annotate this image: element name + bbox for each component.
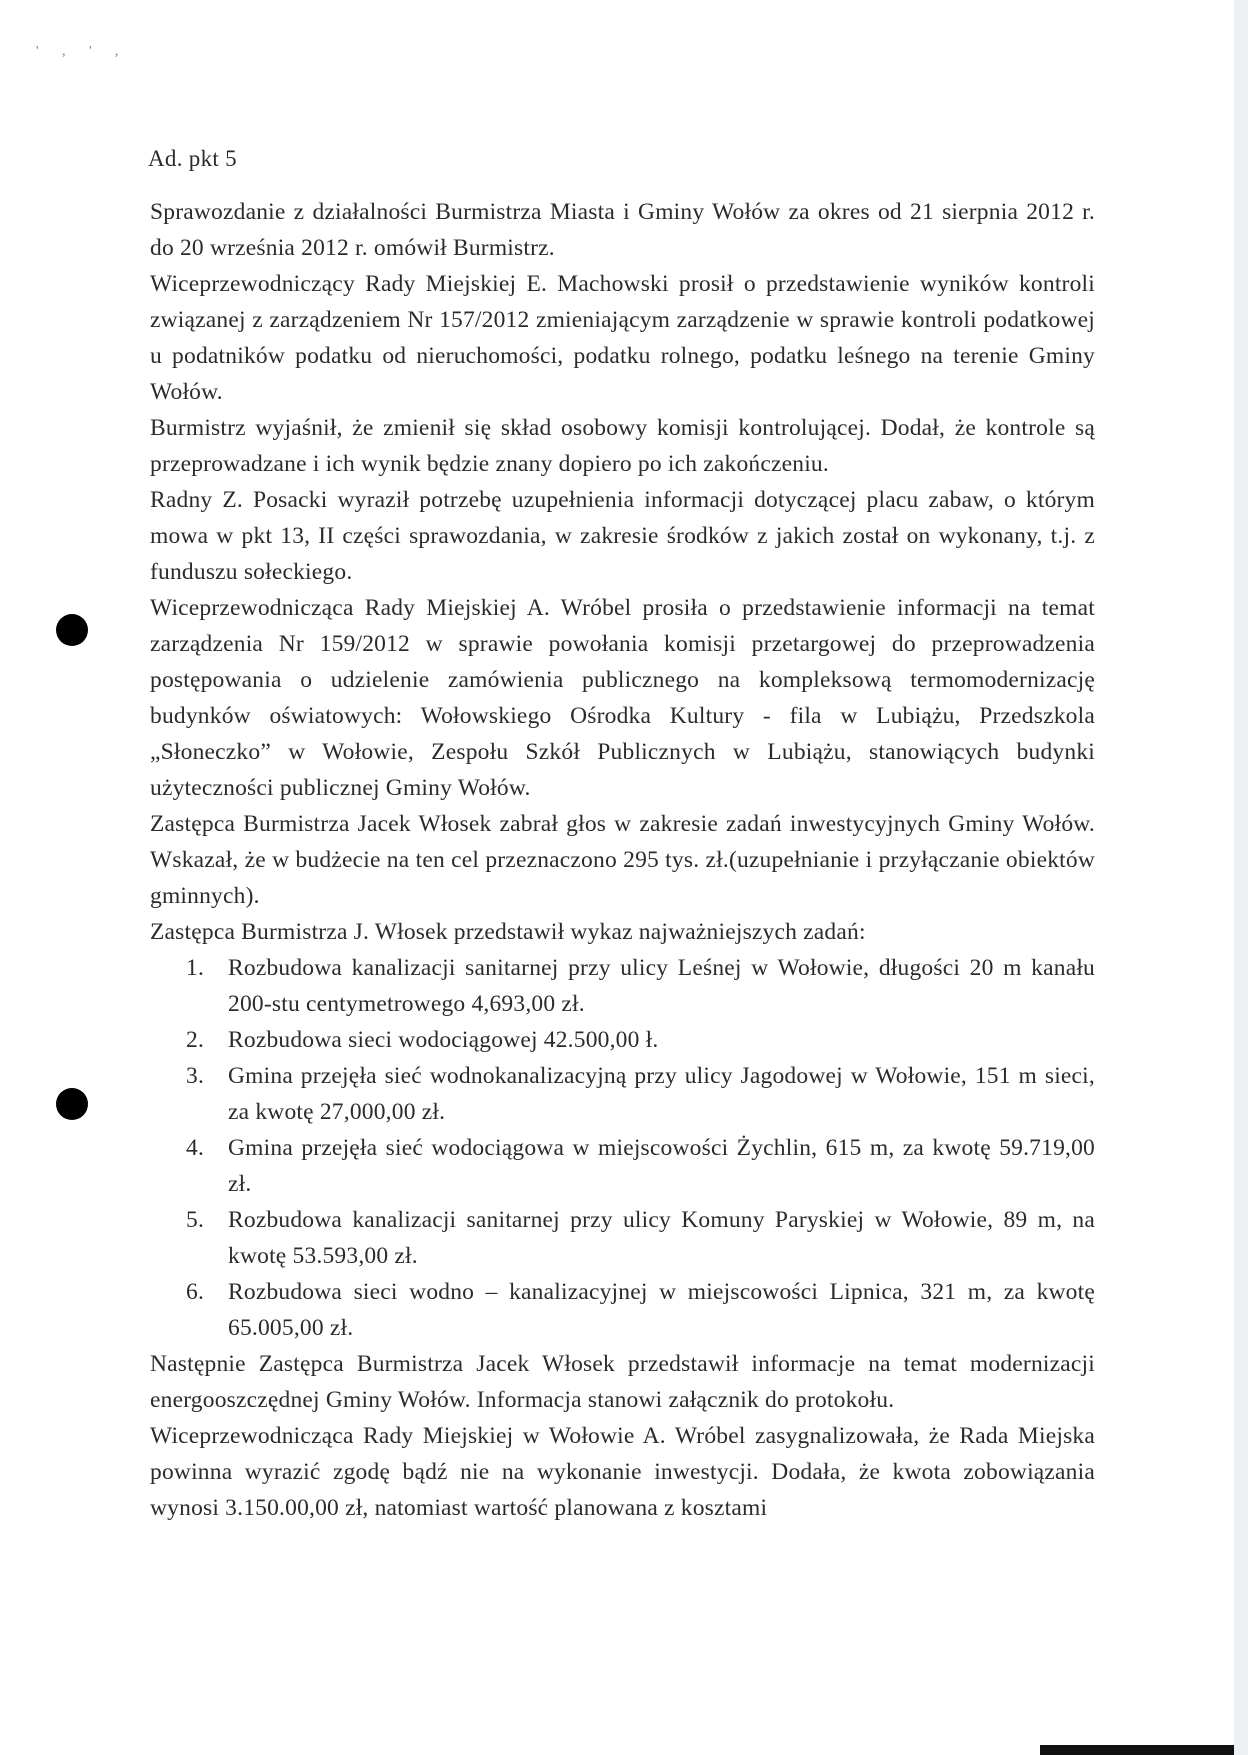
list-item-number: 6. [186,1279,205,1305]
corner-marks: ' , ' , [36,44,129,59]
paragraph: Następnie Zastępca Burmistrza Jacek Włosek przedstawił informacje na temat modernizacji energooszczędnej Gminy Wołów. Informacja stanowi załącznik do protokołu. [150,1351,1095,1413]
list-item-text: Rozbudowa sieci wodociągowej 42.500,00 ł. [228,1027,659,1053]
paragraph: Wiceprzewodnicząca Rady Miejskiej A. Wróbel prosiła o przedstawienie informacji na temat zarządzenia Nr 159/2012 w sprawie powołania komisji przetargowej do przeprowadzenia postępowania o udzielenie zamówienia publicznego na kompleksową termomodernizację budynków oświatowych: Wołowskiego Ośrodka Kultury - fila w Lubiążu, Przedszkola „Słoneczko” w Wołowie, Zespołu Szkół Publicznych w Lubiążu, stanowiących budynki użyteczności publicznej Gminy Wołów. [150,595,1095,801]
list-item-number: 4. [186,1135,205,1161]
list-item-text: Rozbudowa kanalizacji sanitarnej przy ulicy Leśnej w Wołowie, długości 20 m kanału 200-stu centymetrowego 4,693,00 zł. [228,955,1095,1017]
document-body [150,194,1095,1526]
paragraph: Wiceprzewodniczący Rady Miejskiej E. Machowski prosił o przedstawienie wyników kontroli związanej z zarządzeniem Nr 157/2012 zmieniającym zarządzenie w sprawie kontroli podatkowej u podatników podatku od nieruchomości, podatku rolnego, podatku leśnego na terenie Gminy Wołów. [150,271,1095,405]
list-item-number: 3. [186,1063,205,1089]
punch-hole-bottom [56,1088,88,1120]
list-item [186,1022,1095,1058]
investment-list [150,950,1095,1346]
list-item [186,1058,1095,1130]
list-item-text: Rozbudowa sieci wodno – kanalizacyjnej w miejscowości Lipnica, 321 m, za kwotę 65.005,00 zł. [228,1279,1095,1341]
paragraph: Zastępca Burmistrza J. Włosek przedstawił wykaz najważniejszych zadań: [150,919,866,945]
list-item [186,1130,1095,1202]
paragraph: Zastępca Burmistrza Jacek Włosek zabrał głos w zakresie zadań inwestycyjnych Gminy Wołów. Wskazał, że w budżecie na ten cel przeznaczono 295 tys. zł.(uzupełnianie i przyłączanie obiektów gminnych). [150,811,1095,909]
list-item-number: 2. [186,1027,205,1053]
list-item-text: Rozbudowa kanalizacji sanitarnej przy ulicy Komuny Paryskiej w Wołowie, 89 m, na kwotę 53.593,00 zł. [228,1207,1095,1269]
list-item-text: Gmina przejęła sieć wodociągowa w miejscowości Żychlin, 615 m, za kwotę 59.719,00 zł. [228,1135,1095,1197]
paragraph: Wiceprzewodnicząca Rady Miejskiej w Wołowie A. Wróbel zasygnalizowała, że Rada Miejska powinna wyrazić zgodę bądź nie na wykonanie inwestycji. Dodała, że kwota zobowiązania wynosi 3.150.00,00 zł, natomiast wartość planowana z kosztami [150,1423,1095,1521]
list-item [186,950,1095,1022]
paragraph: Sprawozdanie z działalności Burmistrza Miasta i Gminy Wołów za okres od 21 sierpnia 2012 r. do 20 września 2012 r. omówił Burmistrz. [150,199,1095,261]
scan-edge-bottom [1040,1745,1234,1755]
list-item [186,1274,1095,1346]
paragraph: Radny Z. Posacki wyraził potrzebę uzupełnienia informacji dotyczącej placu zabaw, o którym mowa w pkt 13, II części sprawozdania, w zakresie środków z jakich został on wykonany, t.j. z funduszu sołeckiego. [150,487,1095,585]
paragraph: Burmistrz wyjaśnił, że zmienił się skład osobowy komisji kontrolującej. Dodał, że kontrole są przeprowadzane i ich wynik będzie znany dopiero po ich zakończeniu. [150,415,1095,477]
section-heading: Ad. pkt 5 [148,146,237,171]
list-item-number: 5. [186,1207,205,1233]
list-item [186,1202,1095,1274]
list-item-number: 1. [186,955,205,981]
scan-edge-right [1234,0,1248,1755]
list-item-text: Gmina przejęła sieć wodnokanalizacyjną przy ulicy Jagodowej w Wołowie, 151 m sieci, za kwotę 27,000,00 zł. [228,1063,1095,1125]
punch-hole-top [56,614,88,646]
